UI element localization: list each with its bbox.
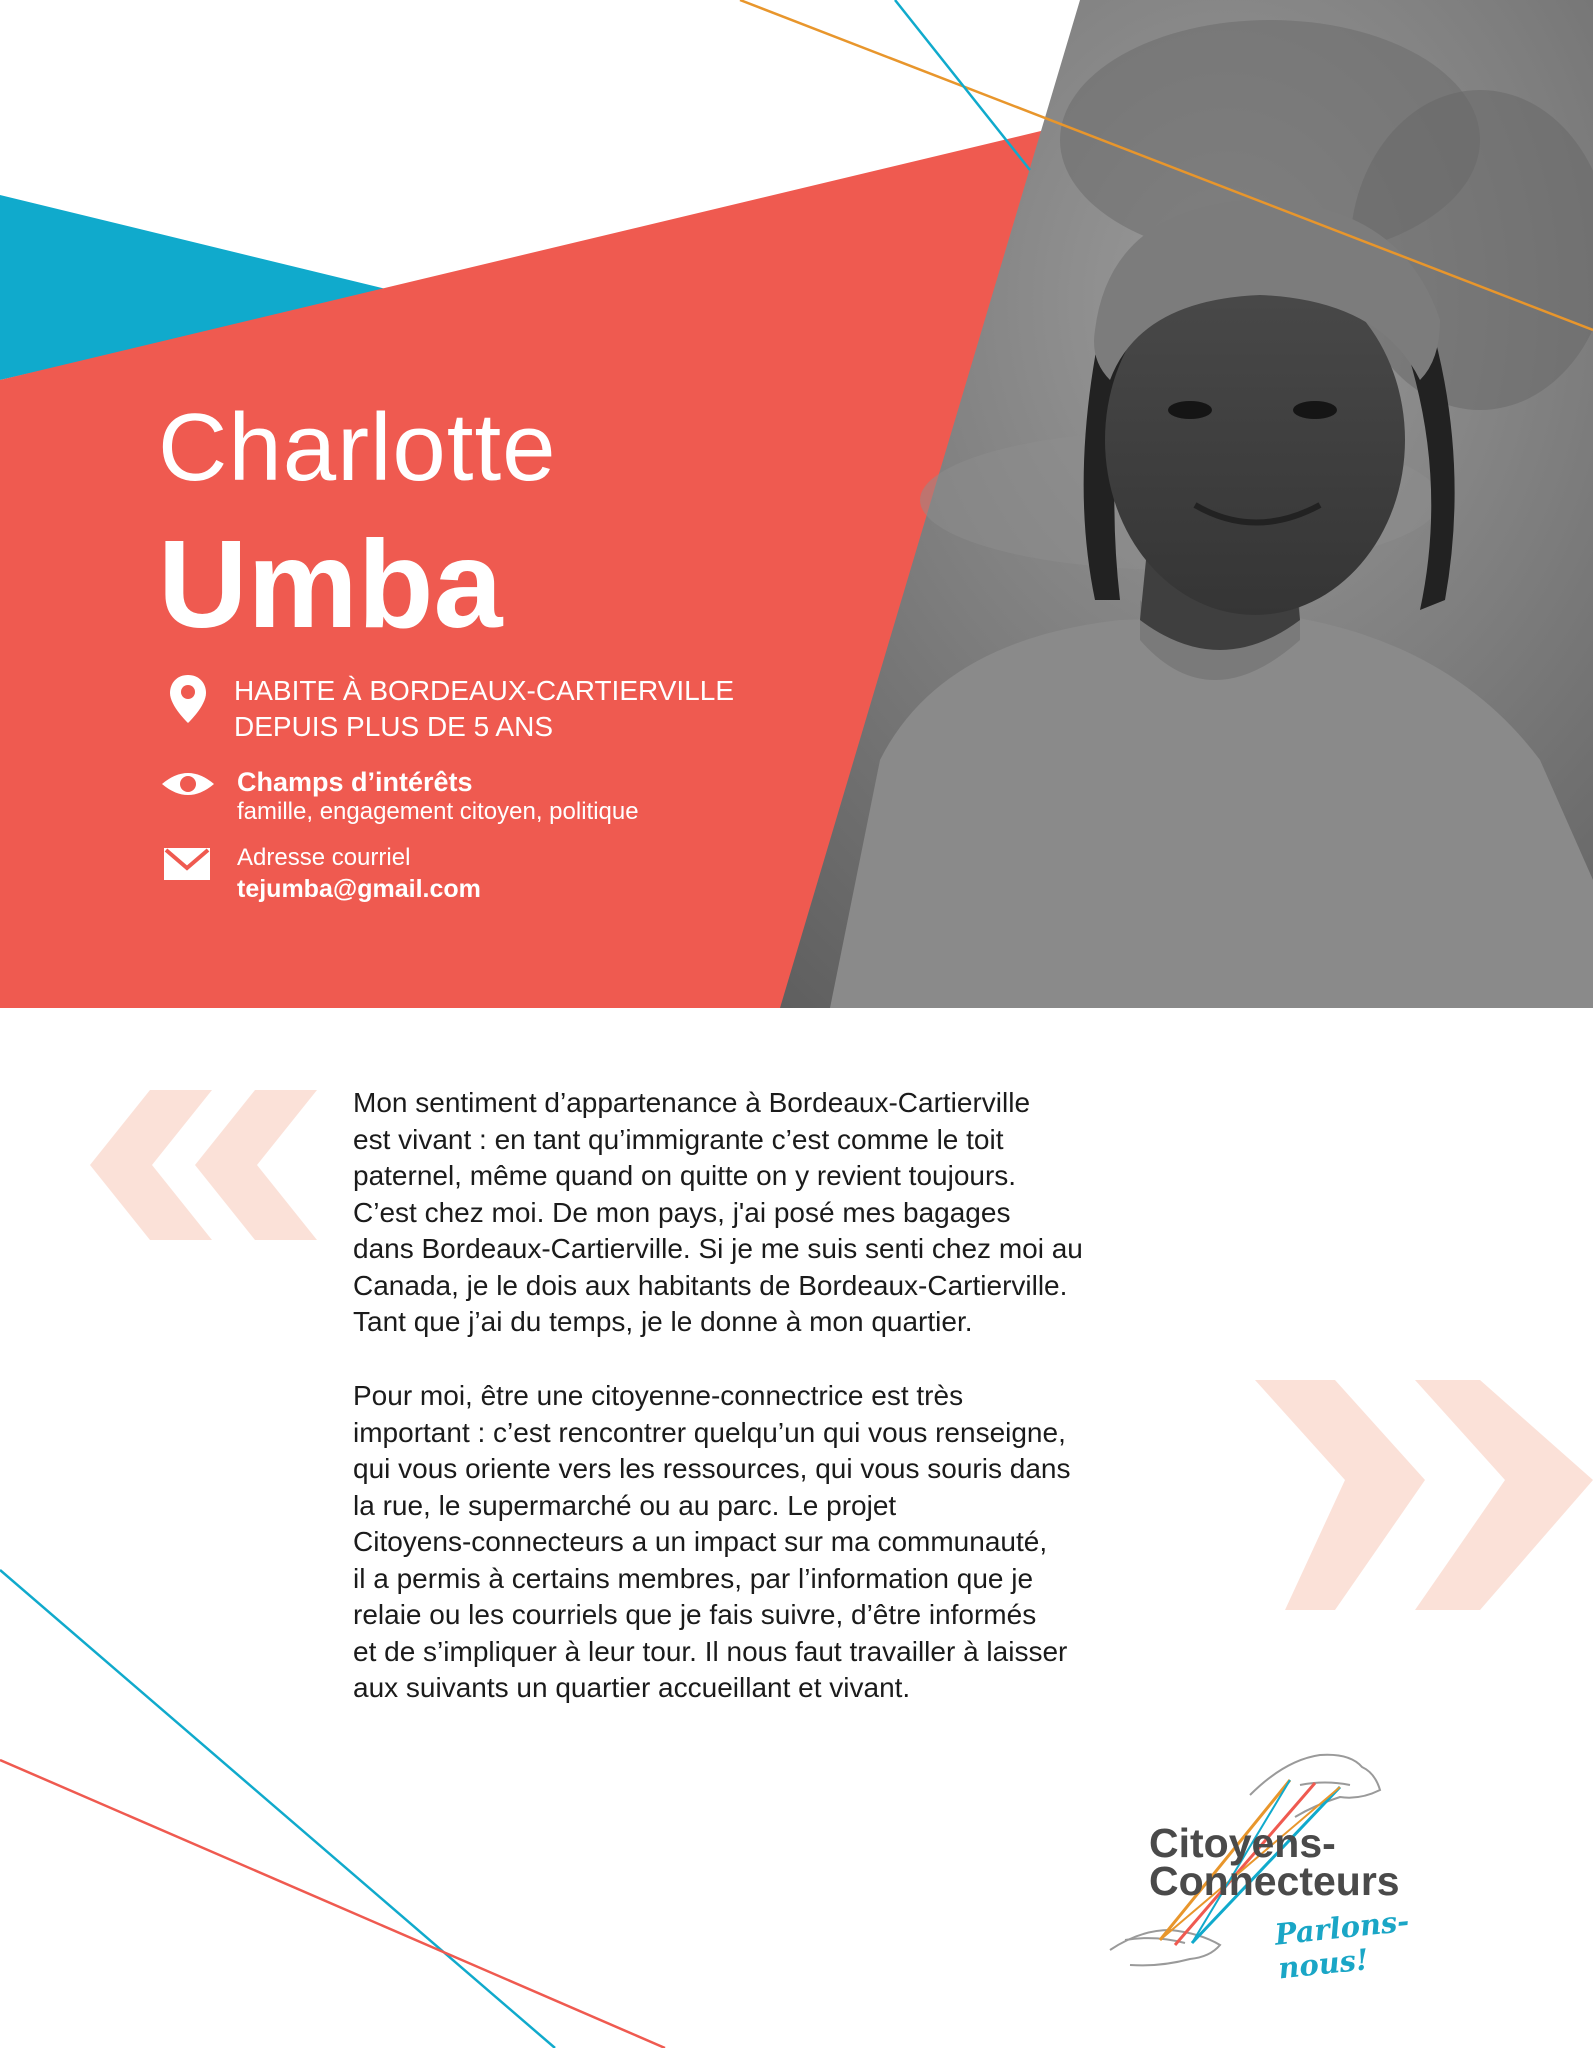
testimony-paragraph-1 xyxy=(353,1085,1233,1341)
residence-info xyxy=(234,673,734,745)
first-name: Charlotte xyxy=(158,394,557,501)
testimony-paragraph-2 xyxy=(353,1378,1233,1707)
interests-value: famille, engagement citoyen, politique xyxy=(237,798,639,825)
residence-line-1: HABITE À BORDEAUX-CARTIERVILLE xyxy=(234,675,734,706)
testimony-line: Citoyens-connecteurs a un impact sur ma communauté, xyxy=(353,1526,1048,1557)
logo-line-1: Citoyens- xyxy=(1149,1820,1336,1866)
double-chevron-right-icon xyxy=(1255,1380,1593,1610)
testimony-line: et de s’impliquer à leur tour. Il nous faut travailler à laisser xyxy=(353,1635,1068,1667)
last-name: Umba xyxy=(158,516,503,654)
logo-line-2: Connecteurs xyxy=(1149,1858,1400,1904)
email-label: Adresse courriel xyxy=(237,844,411,871)
eye-icon xyxy=(160,768,216,800)
location-pin-icon xyxy=(168,673,208,725)
email-value: tejumba@gmail.com xyxy=(237,875,481,903)
testimony-line: est vivant : en tant qu’immigrante c’est comme le toit xyxy=(353,1123,1004,1155)
testimony-line: Mon sentiment d’appartenance à Bordeaux-Cartierville xyxy=(353,1087,1031,1118)
envelope-icon xyxy=(164,848,210,880)
interests-label: Champs d’intérêts xyxy=(237,767,473,797)
testimony-line: il a permis à certains membres, par l’information que je xyxy=(353,1562,1034,1594)
testimony-line: qui vous oriente vers les ressources, qui vous souris dans xyxy=(353,1453,1071,1484)
residence-line-2: DEPUIS PLUS DE 5 ANS xyxy=(234,711,554,742)
double-chevron-left-icon xyxy=(90,1090,317,1240)
testimony-line: relaie ou les courriels que je fais suivre, d’être informés xyxy=(353,1599,1037,1630)
testimony-line: aux suivants un quartier accueillant et vivant. xyxy=(353,1672,911,1703)
testimony-line: paternel, même quand on quitte on y revient toujours. xyxy=(353,1160,1017,1191)
testimony-line: important : c’est rencontrer quelqu’un qui vous renseigne, xyxy=(353,1416,1066,1448)
citoyens-connecteurs-logo xyxy=(1100,1745,1480,1986)
testimony-line: Canada, je le dois aux habitants de Bordeaux-Cartierville. xyxy=(353,1269,1068,1301)
testimony-line: C’est chez moi. De mon pays, j'ai posé mes bagages xyxy=(353,1196,1011,1228)
testimony-line: Tant que j’ai du temps, je le donne à mon quartier. xyxy=(353,1306,973,1337)
testimony-line: Pour moi, être une citoyenne-connectrice est très xyxy=(353,1380,964,1411)
logo-slogan: Parlons-nous! xyxy=(1273,1903,1411,1986)
testimony-line: dans Bordeaux-Cartierville. Si je me suis senti chez moi au xyxy=(353,1233,1083,1264)
testimony-line: la rue, le supermarché ou au parc. Le projet xyxy=(353,1489,897,1521)
